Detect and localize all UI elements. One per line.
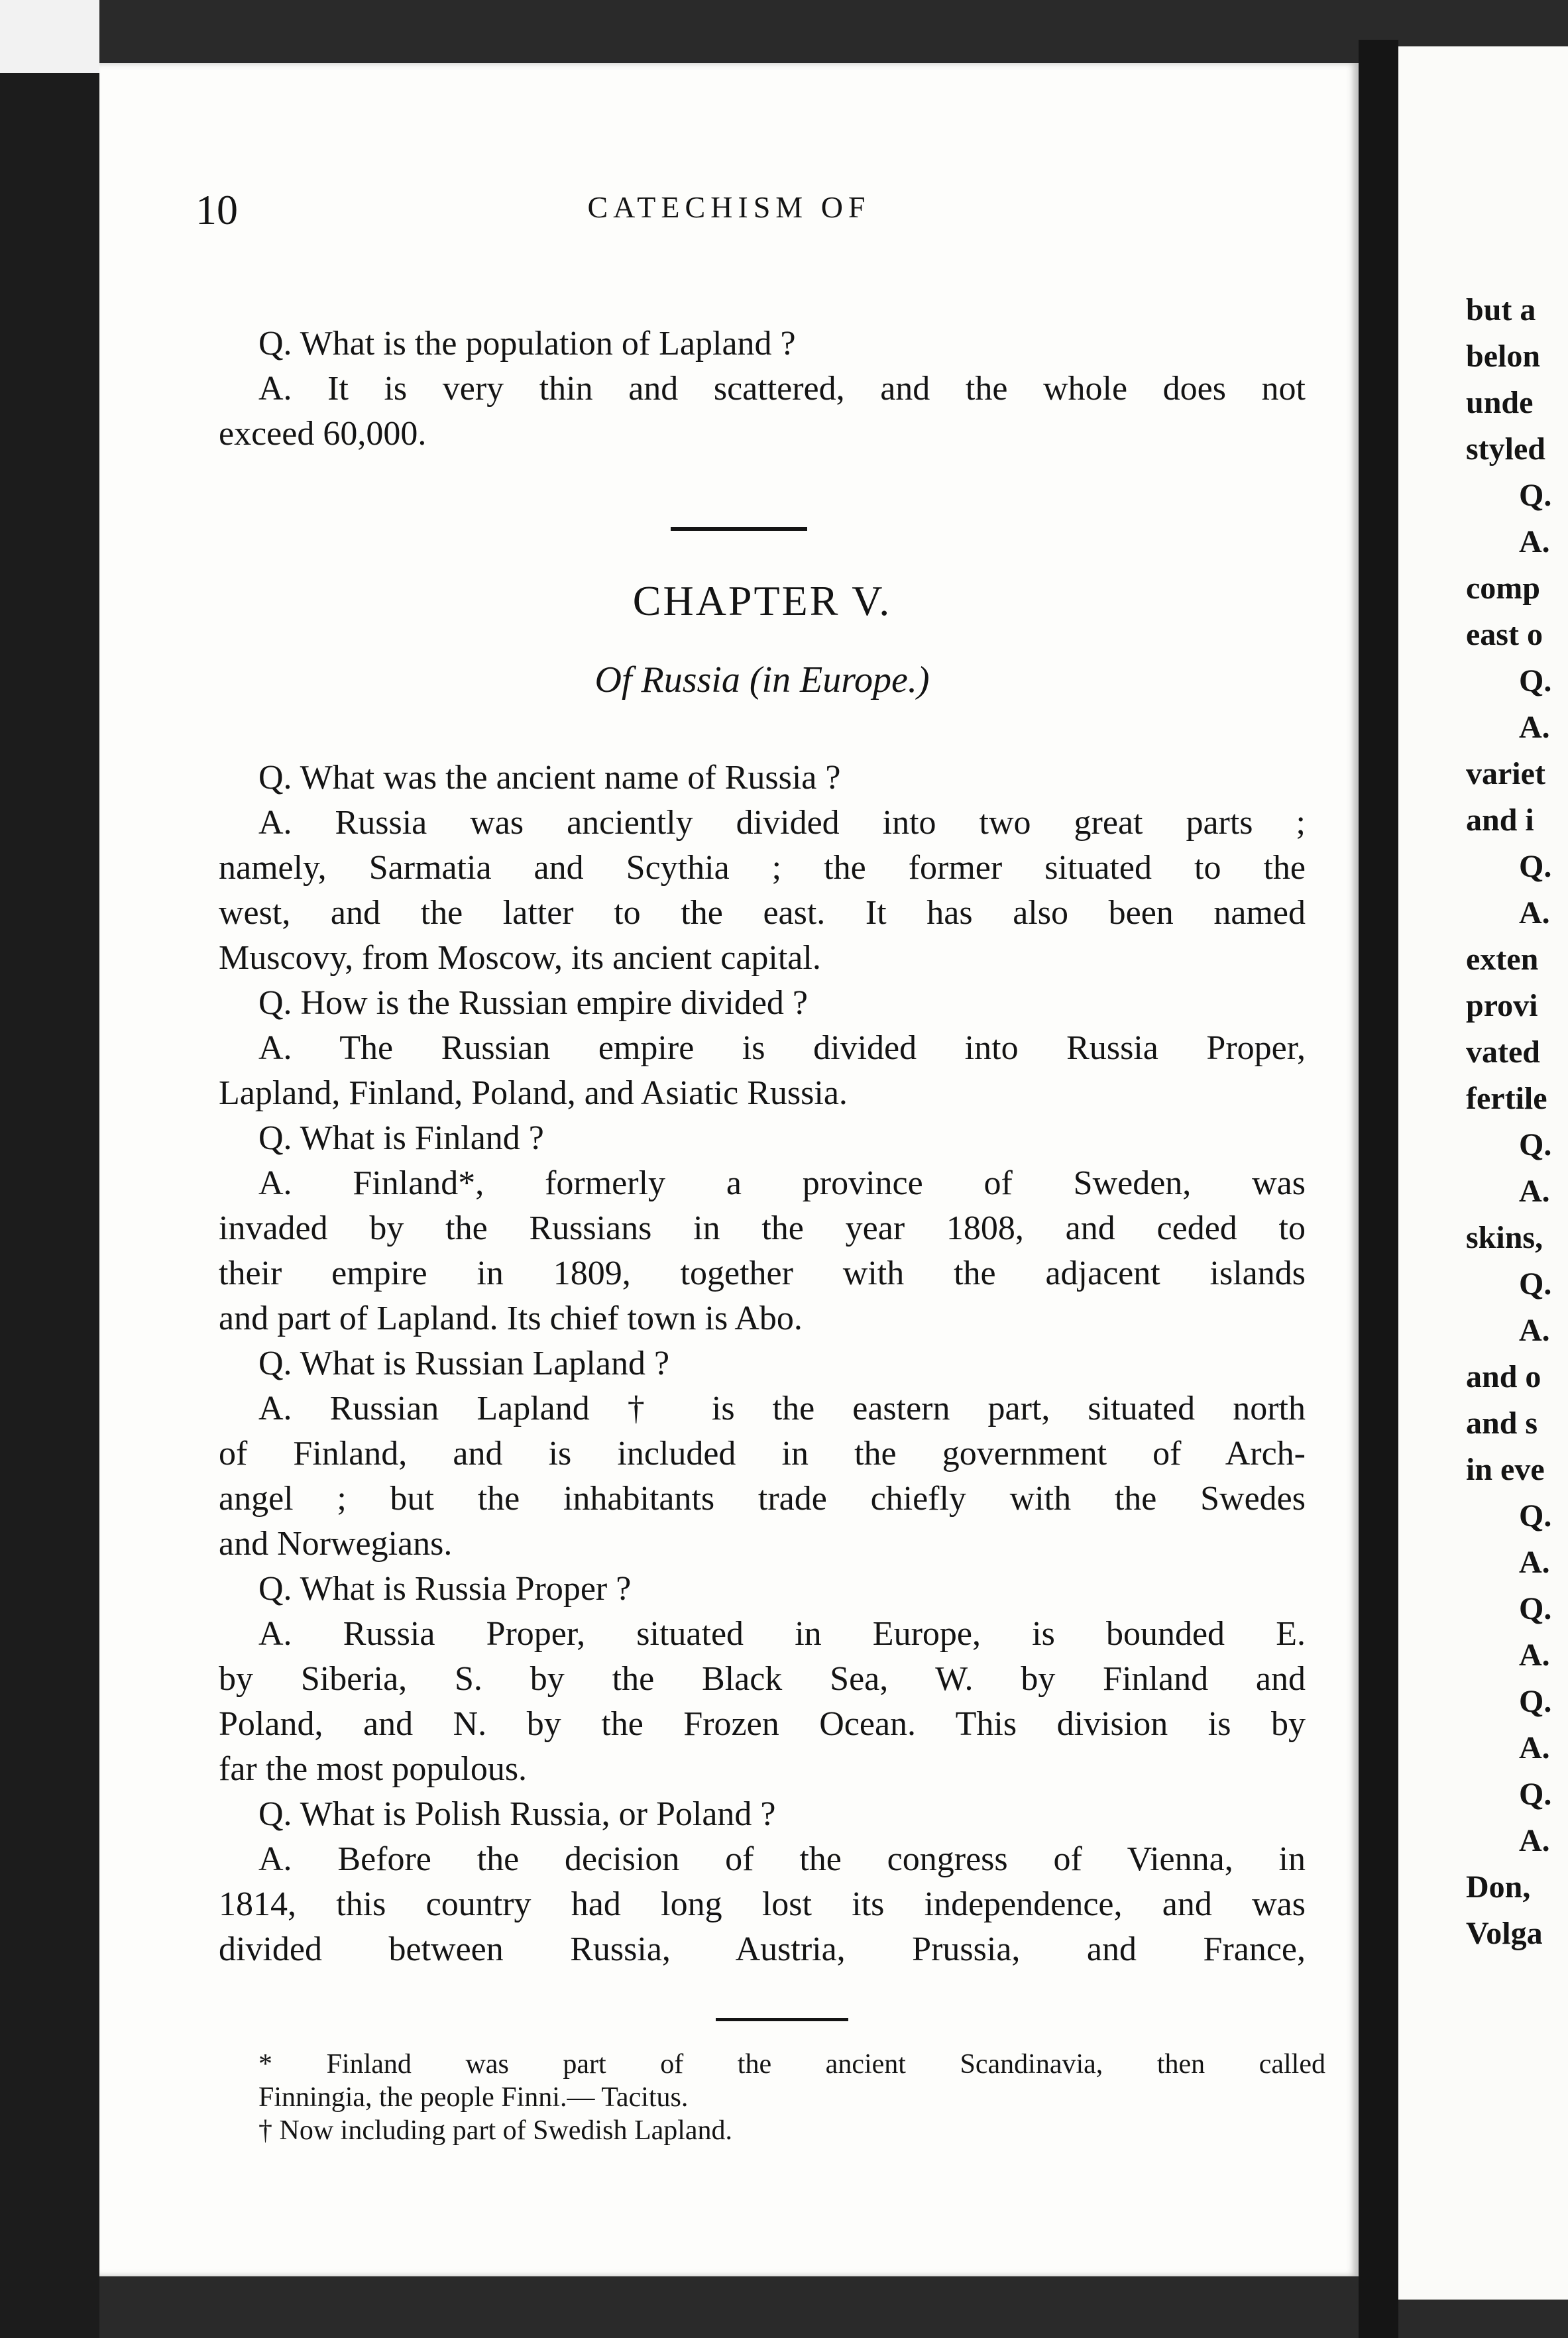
facing-line-fragment: variet (1466, 756, 1545, 791)
facing-line-fragment: Don, (1466, 1869, 1531, 1905)
facing-line-fragment: Q. (1519, 1591, 1552, 1626)
facing-line-fragment: and s (1466, 1406, 1538, 1441)
footnote: Finningia, the people Finni.— Tacitus. (258, 2082, 689, 2113)
facing-line-fragment: comp (1466, 571, 1540, 606)
answer-line: Poland, and N. by the Frozen Ocean. This division is by (219, 1705, 1306, 1743)
answer-line: Muscovy, from Moscow, its ancient capital. (219, 939, 821, 977)
facing-line-fragment: styled (1466, 431, 1545, 467)
facing-line-fragment: fertile (1466, 1081, 1547, 1116)
facing-line-fragment: Q. (1519, 663, 1552, 698)
answer-line: A. Before the decision of the congress of Vienna, in (258, 1840, 1306, 1878)
page-number: 10 (196, 186, 238, 233)
answer-line: far the most populous. (219, 1750, 528, 1788)
section-rule (671, 527, 807, 531)
answer-line: A. It is very thin and scattered, and the whole does not (258, 370, 1306, 408)
question: Q. What is the population of Lapland ? (258, 325, 796, 362)
body-text (219, 755, 1306, 1972)
facing-line-fragment: and i (1466, 803, 1534, 838)
facing-line-fragment: A. (1519, 1730, 1550, 1765)
question: Q. What was the ancient name of Russia ? (258, 759, 841, 797)
answer-line: invaded by the Russians in the year 1808, and ceded to (219, 1209, 1306, 1247)
footnote: * Finland was part of the ancient Scandinavia, then called (258, 2049, 1325, 2080)
footnote-rule (716, 2018, 848, 2021)
answer-line: A. Russia Proper, situated in Europe, is bounded E. (258, 1615, 1306, 1653)
question: Q. How is the Russian empire divided ? (258, 984, 808, 1022)
facing-line-fragment: provi (1466, 988, 1538, 1023)
facing-line-fragment: Volga (1466, 1916, 1543, 1951)
intro-block (219, 321, 1306, 457)
chapter-title: CHAPTER V. (632, 577, 892, 624)
facing-line-fragment: A. (1519, 1545, 1550, 1580)
facing-line-fragment: A. (1519, 895, 1550, 930)
answer-line: A. Russian Lapland † is the eastern part, situated north (258, 1390, 1306, 1427)
facing-line-fragment: Q. (1519, 1127, 1552, 1162)
facing-line-fragment: Q. (1519, 1498, 1552, 1533)
facing-line-fragment: A. (1519, 1823, 1550, 1858)
facing-line-fragment: A. (1519, 710, 1550, 745)
answer-line: A. Russia was anciently divided into two great parts ; (258, 804, 1306, 842)
facing-line-fragment: east o (1466, 617, 1543, 652)
facing-line-fragment: Q. (1519, 1684, 1552, 1719)
answer-line: exceed 60,000. (219, 415, 427, 453)
facing-line-fragment: but a (1466, 292, 1536, 327)
book-gutter (1359, 40, 1398, 2338)
answer-line: of Finland, and is included in the government of Arch- (219, 1435, 1306, 1473)
answer-line: angel ; but the inhabitants trade chiefly with the Swedes (219, 1480, 1306, 1518)
question: Q. What is Finland ? (258, 1119, 544, 1157)
facing-line-fragment: unde (1466, 385, 1534, 420)
question: Q. What is Russian Lapland ? (258, 1345, 670, 1382)
answer-line: A. The Russian empire is divided into Russia Proper, (258, 1029, 1306, 1067)
facing-line-fragment: A. (1519, 1313, 1550, 1348)
answer-line: by Siberia, S. by the Black Sea, W. by Finland and (219, 1660, 1306, 1698)
facing-line-fragment: Q. (1519, 478, 1552, 513)
chapter-heading (219, 577, 1306, 701)
answer-line: Lapland, Finland, Poland, and Asiatic Russia. (219, 1074, 848, 1112)
facing-line-fragment: Q. (1519, 1266, 1552, 1302)
facing-line-fragment: Q. (1519, 1777, 1552, 1812)
page-header (99, 186, 1359, 265)
running-title: CATECHISM OF (587, 190, 871, 224)
chapter-subtitle: Of Russia (in Europe.) (594, 659, 930, 700)
facing-line-fragment: A. (1519, 524, 1550, 559)
footnote: † Now including part of Swedish Lapland. (258, 2115, 733, 2146)
answer-line: and Norwegians. (219, 1525, 453, 1563)
facing-line-fragment: A. (1519, 1638, 1550, 1673)
answer-line: divided between Russia, Austria, Prussia, and France, (219, 1930, 1306, 1968)
footnotes (258, 2048, 1325, 2147)
scan-corner-margin (0, 0, 99, 73)
answer-line: west, and the latter to the east. It has also been named (219, 894, 1306, 932)
question: Q. What is Polish Russia, or Poland ? (258, 1795, 776, 1833)
facing-line-fragment: A. (1519, 1174, 1550, 1209)
answer-line: their empire in 1809, together with the adjacent islands (219, 1254, 1306, 1292)
facing-line-fragment: and o (1466, 1359, 1541, 1394)
question: Q. What is Russia Proper ? (258, 1570, 632, 1608)
facing-line-fragment: vated (1466, 1034, 1540, 1070)
answer-line: A. Finland*, formerly a province of Sweden, was (258, 1164, 1306, 1202)
scan-border (0, 0, 99, 2338)
facing-line-fragment: exten (1466, 942, 1539, 977)
facing-line-fragment: in eve (1466, 1452, 1545, 1487)
facing-line-fragment: Q. (1519, 849, 1552, 884)
answer-line: 1814, this country had long lost its independence, and was (219, 1885, 1306, 1923)
facing-line-fragment: belon (1466, 339, 1541, 374)
answer-line: namely, Sarmatia and Scythia ; the former situated to the (219, 849, 1306, 887)
facing-line-fragment: skins, (1466, 1220, 1543, 1255)
answer-line: and part of Lapland. Its chief town is Abo. (219, 1300, 803, 1337)
